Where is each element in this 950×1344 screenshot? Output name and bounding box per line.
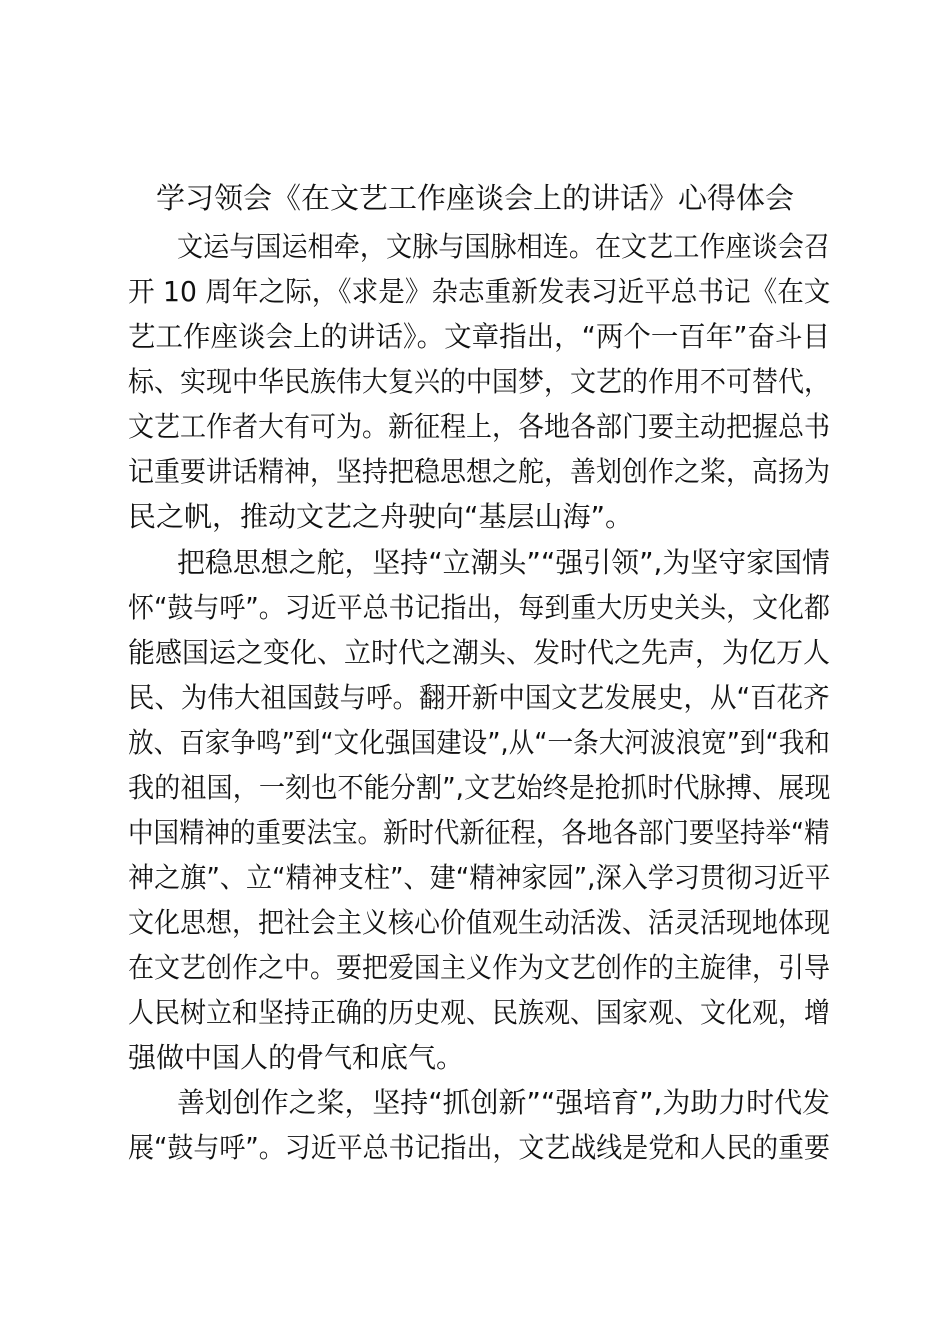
paragraph-line: 标、实现中华民族伟大复兴的中国梦，文艺的作用不可替代， bbox=[128, 365, 831, 398]
paragraph-line: 开 10 周年之际，《求是》杂志重新发表习近平总书记《在文 bbox=[128, 275, 831, 308]
paragraph-line: 我的祖国，一刻也不能分割”,文艺始终是抢抓时代脉搏、展现 bbox=[128, 771, 831, 804]
paragraph-line: 中国精神的重要法宝。新时代新征程，各地各部门要坚持举“精 bbox=[128, 816, 830, 849]
paragraph-line: 民之帆，推动文艺之舟驶向“基层山海”。 bbox=[128, 500, 634, 533]
paragraph-line: 艺工作座谈会上的讲话》。文章指出，“两个一百年”奋斗目 bbox=[128, 320, 831, 353]
paragraph-line: 放、百家争鸣”到“文化强国建设”,从“一条大河波浪宽”到“我和 bbox=[128, 726, 830, 759]
paragraph-line: 文化思想，把社会主义核心价值观生动活泼、活灵活现地体现 bbox=[128, 906, 831, 939]
paragraph-line: 记重要讲话精神，坚持把稳思想之舵，善划创作之桨，高扬为 bbox=[128, 455, 831, 488]
paragraph-line: 把稳思想之舵，坚持“立潮头”“强引领”,为坚守家国情 bbox=[177, 546, 830, 579]
paragraph-line: 人民树立和坚持正确的历史观、民族观、国家观、文化观，增 bbox=[128, 996, 831, 1029]
document-title: 学习领会《在文艺工作座谈会上的讲话》心得体会 bbox=[155, 181, 794, 215]
paragraph-line: 文艺工作者大有可为。新征程上，各地各部门要主动把握总书 bbox=[128, 410, 831, 443]
paragraph-line: 善划创作之桨，坚持“抓创新”“强培育”,为助力时代发 bbox=[177, 1086, 830, 1119]
paragraph-line: 展“鼓与呼”。习近平总书记指出，文艺战线是党和人民的重要 bbox=[128, 1131, 830, 1164]
paragraph-line: 神之旗”、立“精神支柱”、建“精神家园”,深入学习贯彻习近平 bbox=[128, 861, 831, 894]
paragraph-line: 怀“鼓与呼”。习近平总书记指出，每到重大历史关头，文化都 bbox=[128, 591, 830, 624]
paragraph-line: 强做中国人的骨气和底气。 bbox=[128, 1041, 465, 1074]
paragraph-line: 在文艺创作之中。要把爱国主义作为文艺创作的主旋律，引导 bbox=[128, 951, 831, 984]
paragraph-line: 能感国运之变化、立时代之潮头、发时代之先声，为亿万人 bbox=[128, 636, 831, 669]
paragraph-line: 民、为伟大祖国鼓与呼。翻开新中国文艺发展史，从“百花齐 bbox=[128, 681, 830, 714]
paragraph-line: 文运与国运相牵，文脉与国脉相连。在文艺工作座谈会召 bbox=[177, 230, 831, 263]
